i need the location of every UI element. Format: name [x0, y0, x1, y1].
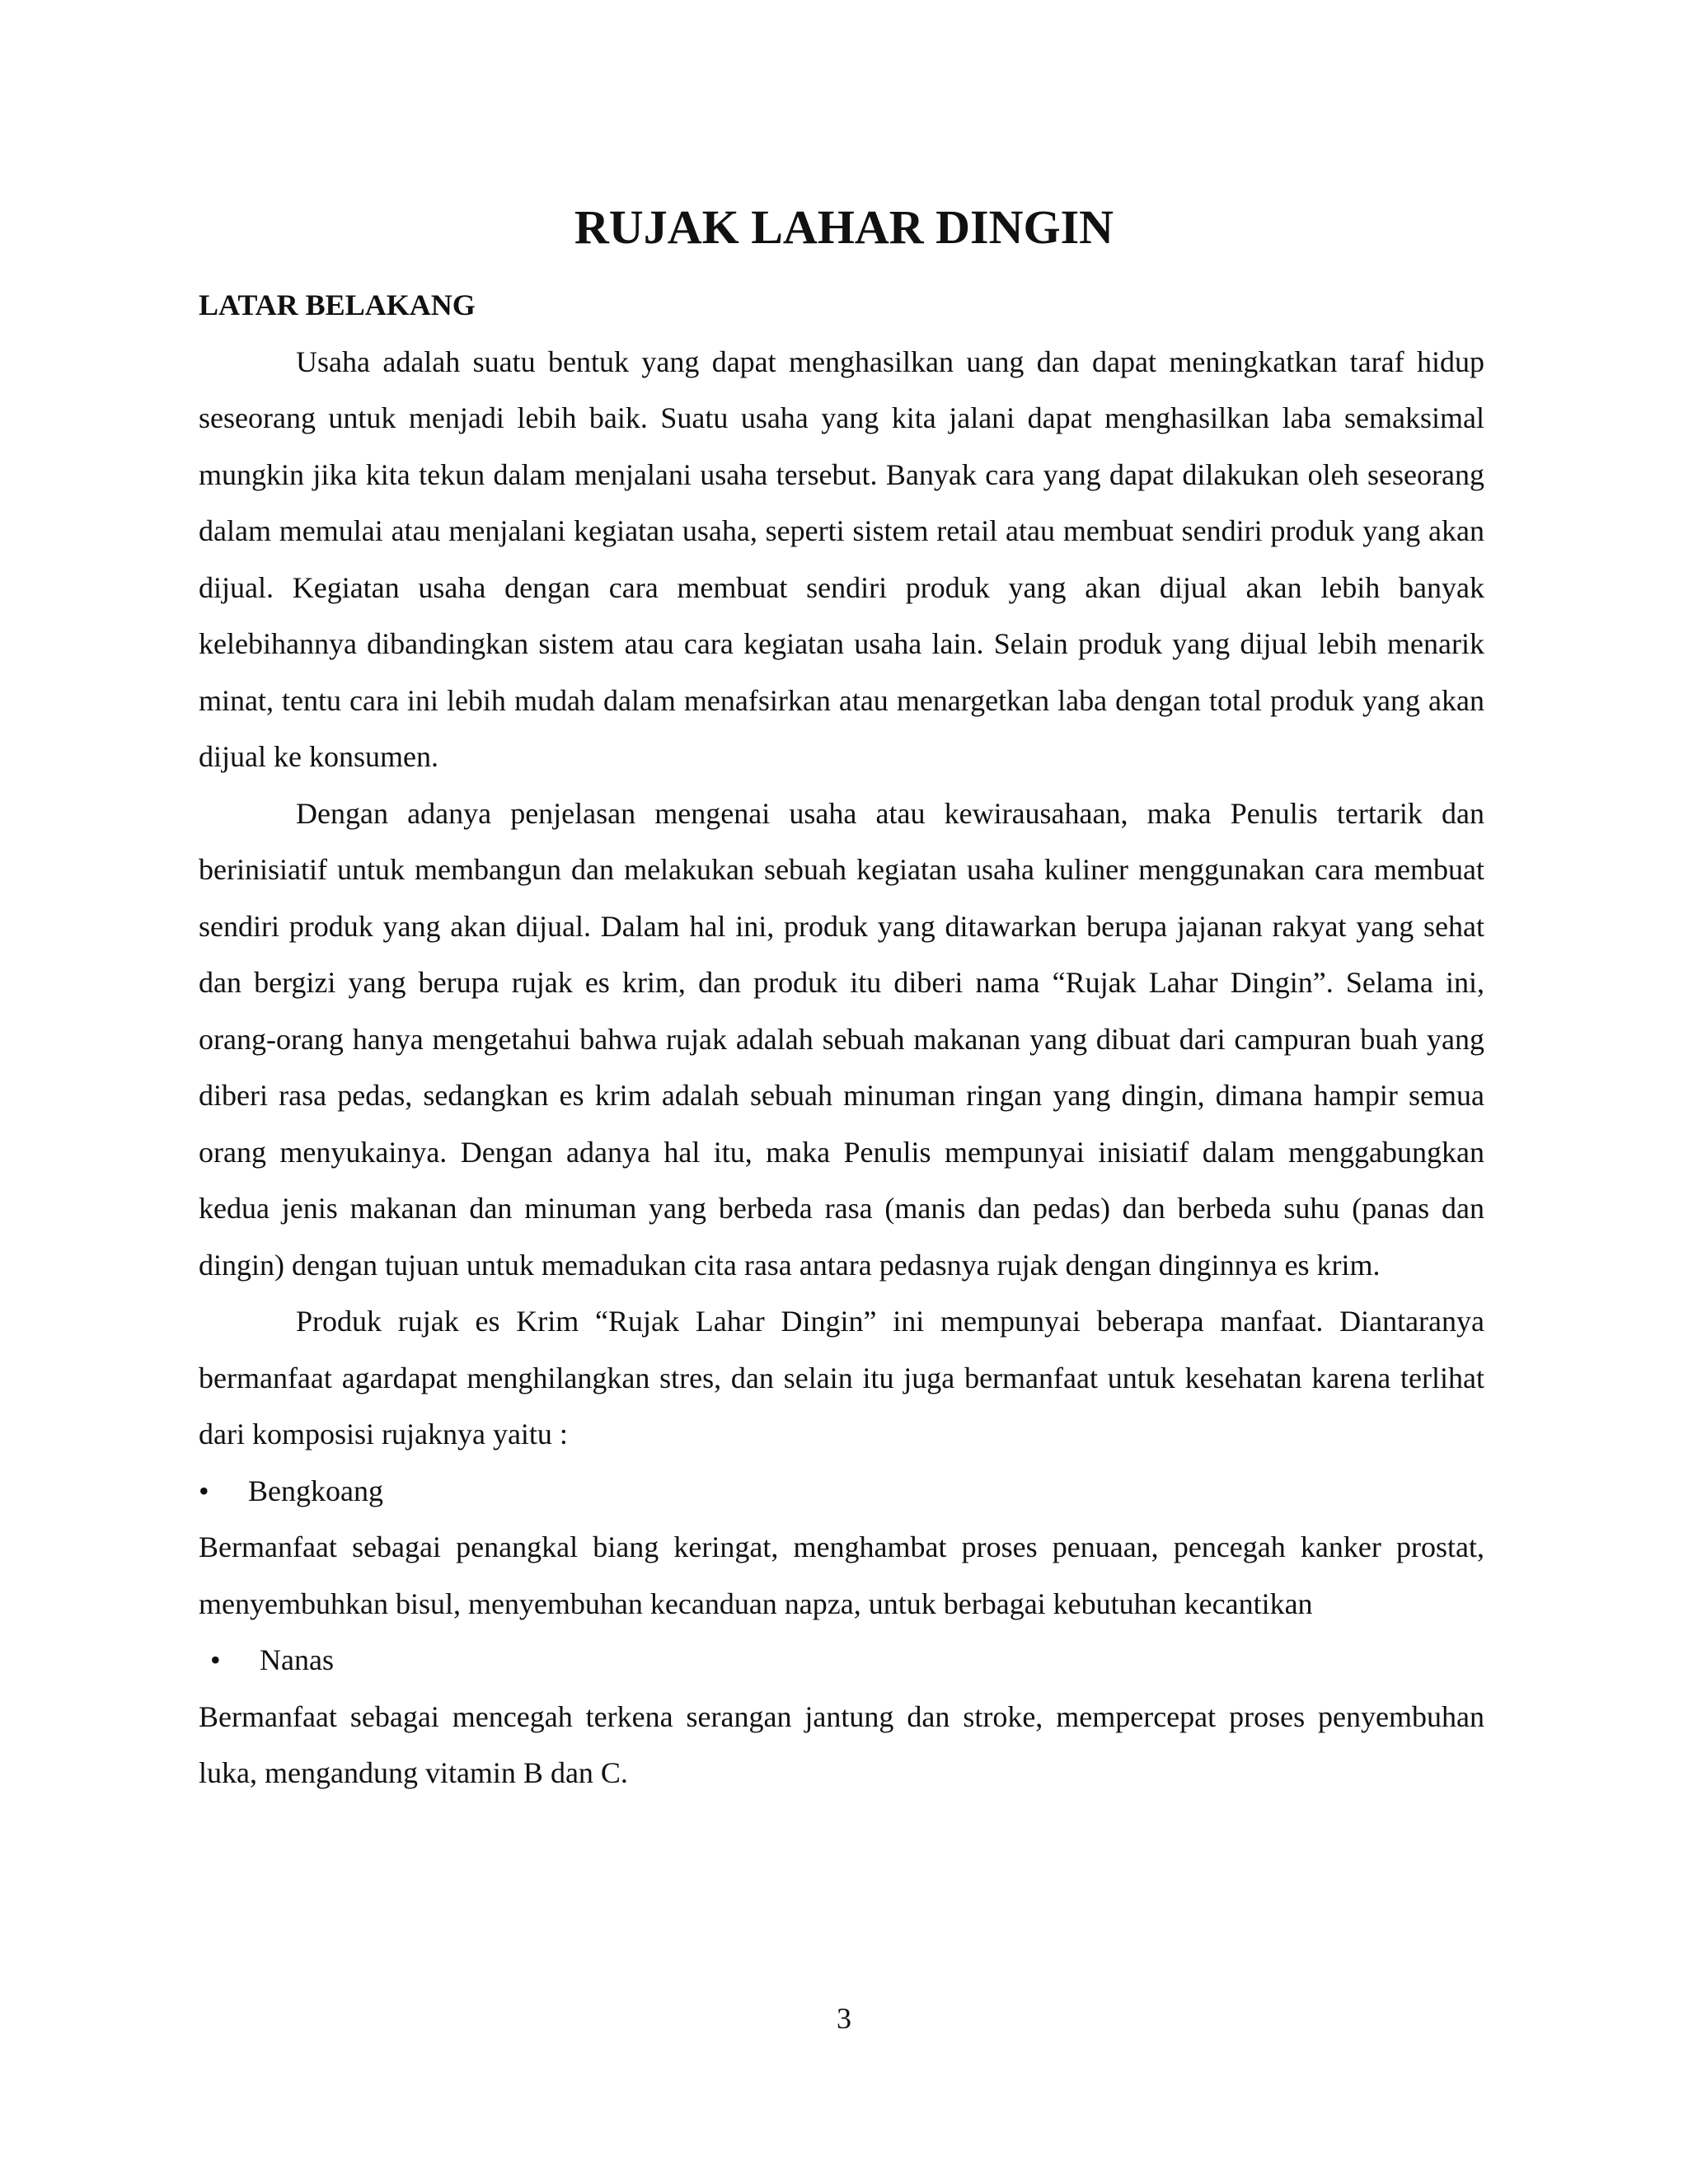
paragraph: Usaha adalah suatu bentuk yang dapat menghasilkan uang dan dapat meningkatkan taraf hidup seseorang untuk menjadi lebih baik. Suatu usaha yang kita jalani dapat menghasilkan laba semaksimal mungkin jika kita tekun dalam menjalani usaha tersebut. Banyak cara yang dapat dilakukan oleh seseorang dalam memulai atau menjalani kegiatan usaha, seperti sistem retail atau membuat sendiri produk yang akan dijual. Kegiatan usaha dengan cara membuat sendiri produk yang akan dijual akan lebih banyak kelebihannya dibandingkan sistem atau cara kegiatan usaha lain. Selain produk yang dijual lebih menarik minat, tentu cara ini lebih mudah dalam menafsirkan atau menargetkan laba dengan total produk yang akan dijual ke konsumen.: [199, 344, 1484, 773]
section-heading: LATAR BELAKANG: [199, 288, 476, 321]
paragraph: Dengan adanya penjelasan mengenai usaha atau kewirausahaan, maka Penulis tertarik dan berinisiatif untuk membangun dan melakukan sebuah kegiatan usaha kuliner menggunakan cara membuat sendiri produk yang akan dijual. Dalam hal ini, produk yang ditawarkan berupa jajanan rakyat yang sehat dan bergizi yang berupa rujak es krim, dan produk itu diberi nama “Rujak Lahar Dingin”. Selama ini, orang-orang hanya mengetahui bahwa rujak adalah sebuah makanan yang dibuat dari campuran buah yang diberi rasa pedas, sedangkan es krim adalah sebuah minuman ringan yang dingin, dimana hampir semua orang menyukainya. Dengan adanya hal itu, maka Penulis mempunyai inisiatif dalam menggabungkan kedua jenis makanan dan minuman yang berbeda rasa (manis dan pedas) dan berbeda suhu (panas dan dingin) dengan tujuan untuk memadukan cita rasa antara pedasnya rujak dengan dinginnya es krim.: [199, 796, 1484, 1282]
bullet-icon: •: [199, 1474, 209, 1507]
ingredient-description: Bermanfaat sebagai penangkal biang keringat, menghambat proses penuaan, pencegah kanker prostat, menyembuhkan bisul, menyembuhan kecanduan napza, untuk berbagai kebutuhan kecantikan: [199, 1530, 1484, 1620]
ingredient-description: Bermanfaat sebagai mencegah terkena serangan jantung dan stroke, mempercepat proses penyembuhan luka, mengandung vitamin B dan C.: [199, 1699, 1484, 1789]
page-number: 3: [837, 2002, 851, 2035]
ingredient-name: Bengkoang: [248, 1474, 383, 1507]
document-body: [199, 277, 1484, 1802]
bullet-icon: •: [210, 1643, 221, 1676]
list-item: [199, 1632, 1484, 1689]
list-item: [199, 1463, 1484, 1520]
document-title: RUJAK LAHAR DINGIN: [574, 200, 1114, 254]
paragraph: Produk rujak es Krim “Rujak Lahar Dingin” ini mempunyai beberapa manfaat. Diantaranya bermanfaat agardapat menghilangkan stres, dan selain itu juga bermanfaat untuk kesehatan karena terlihat dari komposisi rujaknya yaitu :: [199, 1305, 1484, 1451]
ingredient-name: Nanas: [260, 1643, 334, 1676]
